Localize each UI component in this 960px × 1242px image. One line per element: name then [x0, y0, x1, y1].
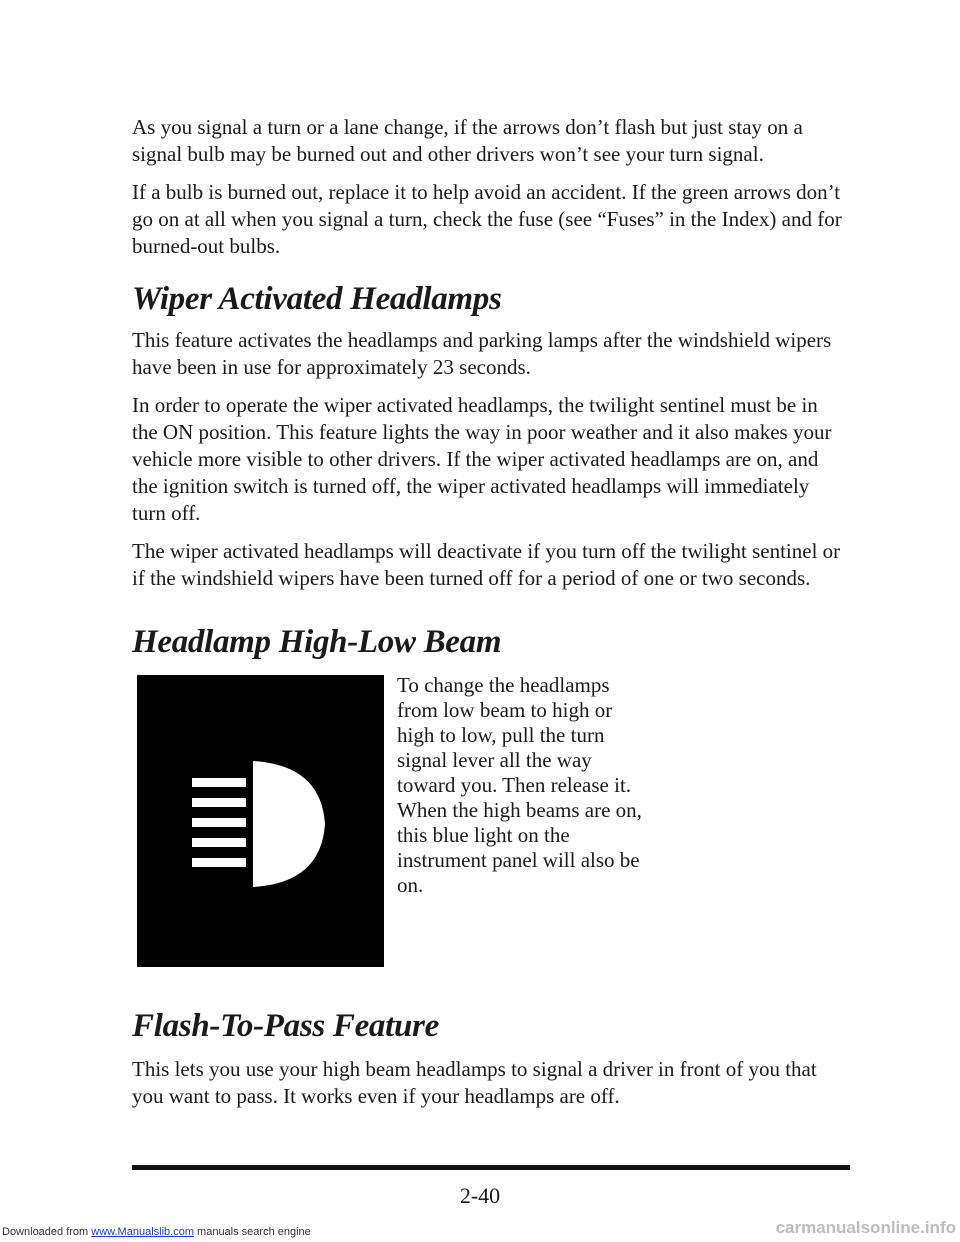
intro-section: [132, 114, 847, 271]
download-footer: [2, 1226, 311, 1238]
heading-headlamp-high-low-beam: Headlamp High-Low Beam: [132, 624, 502, 660]
page-number: 2-40: [459, 1183, 501, 1208]
flash-section: [132, 1006, 847, 1046]
footer-prefix: Downloaded from: [2, 1226, 92, 1238]
high-beam-indicator-icon: [137, 675, 384, 967]
footer-rule: [132, 1165, 850, 1170]
paragraph-burned-bulb: If a bulb is burned out, replace it to help avoid an accident. If the green arrows don’t go on at all when you signal a turn, check the fuse (see “Fuses” in the Index) and for burned-out bulbs.: [132, 180, 842, 258]
wiper-section: [132, 279, 847, 319]
flash-body: [132, 1056, 847, 1121]
paragraph-wiper-deactivate: The wiper activated headlamps will deactivate if you turn off the twilight sentinel or if the windshield wipers have been turned off for a period of one or two seconds.: [132, 539, 841, 590]
paragraph-high-low-instructions: To change the headlamps from low beam to high or high to low, pull the turn signal lever all the way toward you. Then release it. When the high beams are on, this blue light on the instrument panel will also be on.: [397, 673, 642, 897]
high-low-body: [397, 673, 647, 898]
high-low-section: [132, 622, 847, 662]
paragraph-flash-to-pass: This lets you use your high beam headlamps to signal a driver in front of you that you want to pass. It works even if your headlamps are off.: [132, 1057, 817, 1108]
manualslib-link[interactable]: www.Manualslib.com: [91, 1226, 194, 1238]
paragraph-turn-signal: As you signal a turn or a lane change, if the arrows don’t flash but just stay on a signal bulb may be burned out and other drivers won’t see your turn signal.: [132, 115, 803, 166]
footer-suffix: manuals search engine: [193, 1226, 311, 1238]
heading-wiper-activated-headlamps: Wiper Activated Headlamps: [132, 281, 502, 317]
wiper-body: [132, 327, 847, 603]
paragraph-wiper-feature: This feature activates the headlamps and parking lamps after the windshield wipers have been in use for approximately 23 seconds.: [132, 328, 832, 379]
paragraph-wiper-operation: In order to operate the wiper activated headlamps, the twilight sentinel must be in the ON position. This feature lights the way in poor weather and it also makes your vehicle more visible to other drivers. If the wiper activated headlamps are on, and the ignition switch is turned off, the wiper activated headlamps will immediately turn off.: [132, 393, 832, 525]
heading-flash-to-pass: Flash-To-Pass Feature: [132, 1008, 439, 1044]
watermark: carmanualsonline.info: [775, 1218, 956, 1237]
